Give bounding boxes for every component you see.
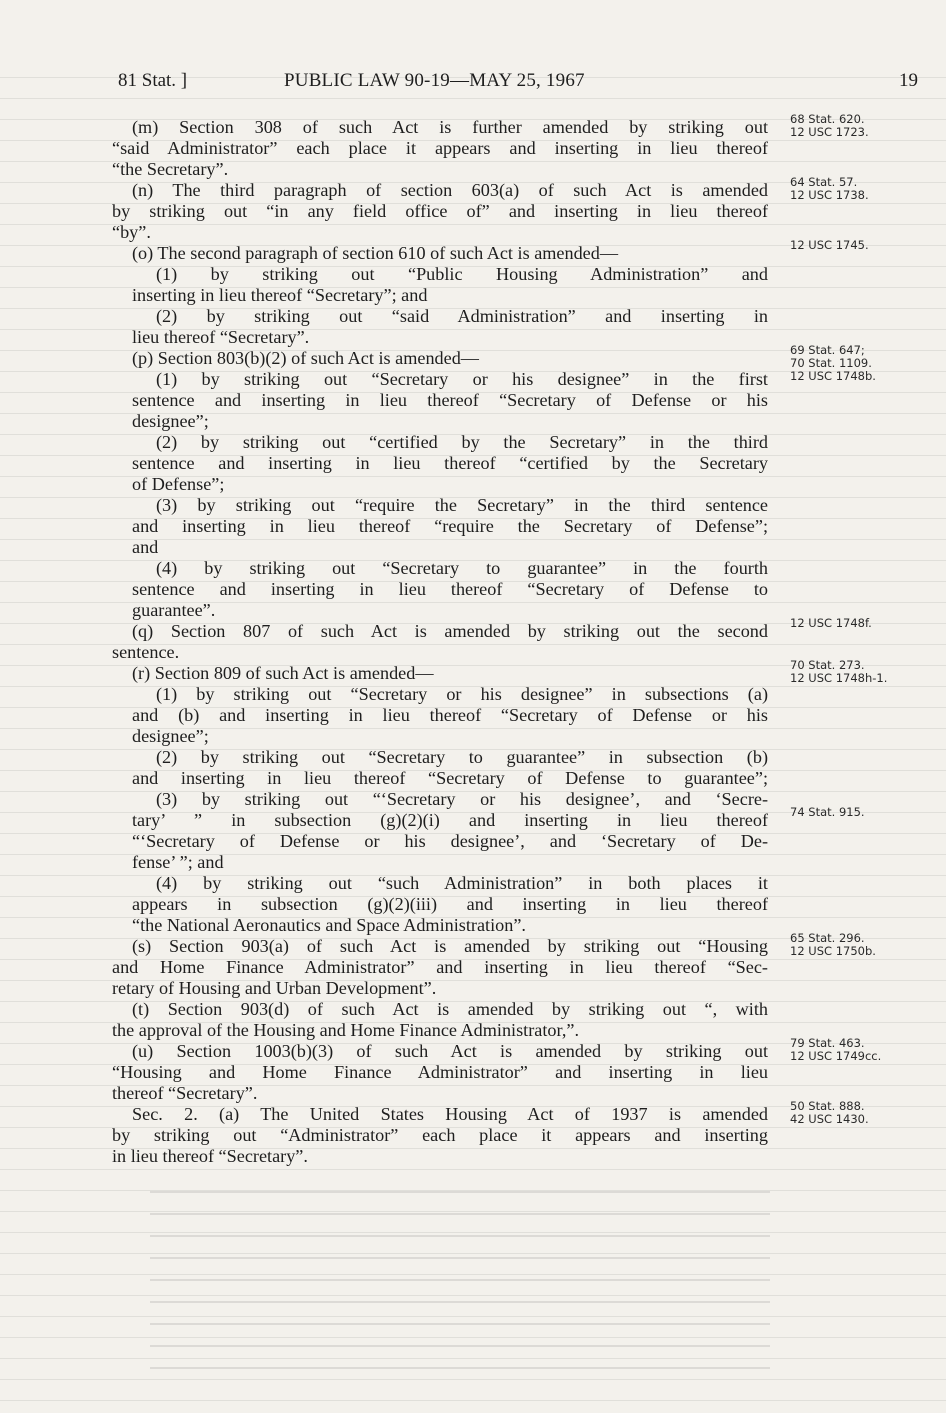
law-title: PUBLIC LAW 90-19—MAY 25, 1967 (284, 70, 585, 91)
text-line: (r) Section 809 of such Act is amended— (132, 663, 434, 683)
text-line: appears in subsection (g)(2)(iii) and inserting in lieu thereof (132, 894, 768, 914)
text-line: by striking out “Administrator” each place it appears and inserting (112, 1125, 768, 1145)
margin-citation: 70 Stat. 273. 12 USC 1748h-1. (790, 658, 888, 685)
text-line: “the National Aeronautics and Space Administration”. (132, 915, 526, 935)
text-line: (1) by striking out “Secretary or his designee” in the first (156, 369, 768, 389)
text-line: of Defense”; (132, 474, 225, 494)
text-line: (t) Section 903(d) of such Act is amended by striking out “, with (132, 999, 768, 1019)
margin-citation: 79 Stat. 463. 12 USC 1749cc. (790, 1036, 882, 1063)
text-line: (s) Section 903(a) of such Act is amended by striking out “Housing (132, 936, 768, 956)
statute-volume: 81 Stat. ] (118, 70, 188, 91)
text-line: “said Administrator” each place it appears and inserting in lieu thereof (112, 138, 768, 158)
text-line: retary of Housing and Urban Development”. (112, 978, 437, 998)
text-line: “‘Secretary of Defense or his designee’, and ‘Secretary of De- (132, 831, 768, 851)
text-line: (u) Section 1003(b)(3) of such Act is amended by striking out (132, 1041, 768, 1061)
text-line: tary’ ” in subsection (g)(2)(i) and inserting in lieu thereof (132, 810, 768, 830)
text-line: “by”. (112, 222, 151, 242)
text-line: (4) by striking out “Secretary to guarantee” in the fourth (156, 558, 768, 578)
margin-citation: 74 Stat. 915. (790, 805, 865, 819)
text-line: lieu thereof “Secretary”. (132, 327, 310, 347)
margin-citation: 64 Stat. 57. 12 USC 1738. (790, 175, 869, 202)
text-line: (4) by striking out “such Administration” in both places it (156, 873, 768, 893)
text-line: and (132, 537, 159, 557)
text-line: (2) by striking out “Secretary to guarantee” in subsection (b) (156, 747, 768, 767)
bleed-through-bottom (150, 1178, 770, 1378)
text-line: sentence and inserting in lieu thereof “Secretary of Defense to (132, 579, 768, 599)
text-line: and Home Finance Administrator” and inserting in lieu thereof “Sec- (112, 957, 768, 977)
margin-citation: 69 Stat. 647; 70 Stat. 1109. 12 USC 1748b. (790, 343, 876, 383)
margin-citation: 68 Stat. 620. 12 USC 1723. (790, 112, 869, 139)
text-line: (o) The second paragraph of section 610 of such Act is amended— (132, 243, 619, 263)
text-line: sentence. (112, 642, 180, 662)
text-line: (p) Section 803(b)(2) of such Act is amended— (132, 348, 479, 368)
text-line: by striking out “in any field office of” and inserting in lieu thereof (112, 201, 768, 221)
margin-citation: 12 USC 1745. (790, 238, 869, 252)
text-line: sentence and inserting in lieu thereof “Secretary of Defense or his (132, 390, 768, 410)
text-line: (3) by striking out “require the Secretary” in the third sentence (156, 495, 768, 515)
text-line: “the Secretary”. (112, 159, 229, 179)
margin-citation: 65 Stat. 296. 12 USC 1750b. (790, 931, 876, 958)
text-line: (m) Section 308 of such Act is further amended by striking out (132, 117, 768, 137)
text-line: (q) Section 807 of such Act is amended by striking out the second (132, 621, 768, 641)
running-header (118, 70, 918, 96)
text-line: “Housing and Home Finance Administrator” and inserting in lieu (112, 1062, 768, 1082)
text-line: in lieu thereof “Secretary”. (112, 1146, 308, 1166)
text-line: (n) The third paragraph of section 603(a) of such Act is amended (132, 180, 768, 200)
text-line: (2) by striking out “said Administration” and inserting in (156, 306, 768, 326)
text-line: and inserting in lieu thereof “Secretary of Defense to guarantee”; (132, 768, 768, 788)
margin-citation: 12 USC 1748f. (790, 616, 872, 630)
text-line: sentence and inserting in lieu thereof “certified by the Secretary (132, 453, 768, 473)
text-line: (1) by striking out “Secretary or his designee” in subsections (a) (156, 684, 768, 704)
text-line: the approval of the Housing and Home Finance Administrator,”. (112, 1020, 579, 1040)
text-line: (1) by striking out “Public Housing Administration” and (156, 264, 768, 284)
text-line: and inserting in lieu thereof “require the Secretary of Defense”; (132, 516, 768, 536)
text-line: (3) by striking out “‘Secretary or his designee’, and ‘Secre- (156, 789, 768, 809)
text-line: guarantee”. (132, 600, 216, 620)
statute-body (112, 117, 768, 1167)
page-number: 19 (899, 70, 918, 91)
text-line: thereof “Secretary”. (112, 1083, 258, 1103)
text-line: Sec. 2. (a) The United States Housing Act of 1937 is amended (132, 1104, 768, 1124)
text-line: inserting in lieu thereof “Secretary”; and (132, 285, 428, 305)
text-line: designee”; (132, 411, 209, 431)
text-line: and (b) and inserting in lieu thereof “Secretary of Defense or his (132, 705, 768, 725)
text-line: designee”; (132, 726, 209, 746)
text-line: (2) by striking out “certified by the Secretary” in the third (156, 432, 768, 452)
text-line: fense’ ”; and (132, 852, 224, 872)
margin-citation: 50 Stat. 888. 42 USC 1430. (790, 1099, 869, 1126)
